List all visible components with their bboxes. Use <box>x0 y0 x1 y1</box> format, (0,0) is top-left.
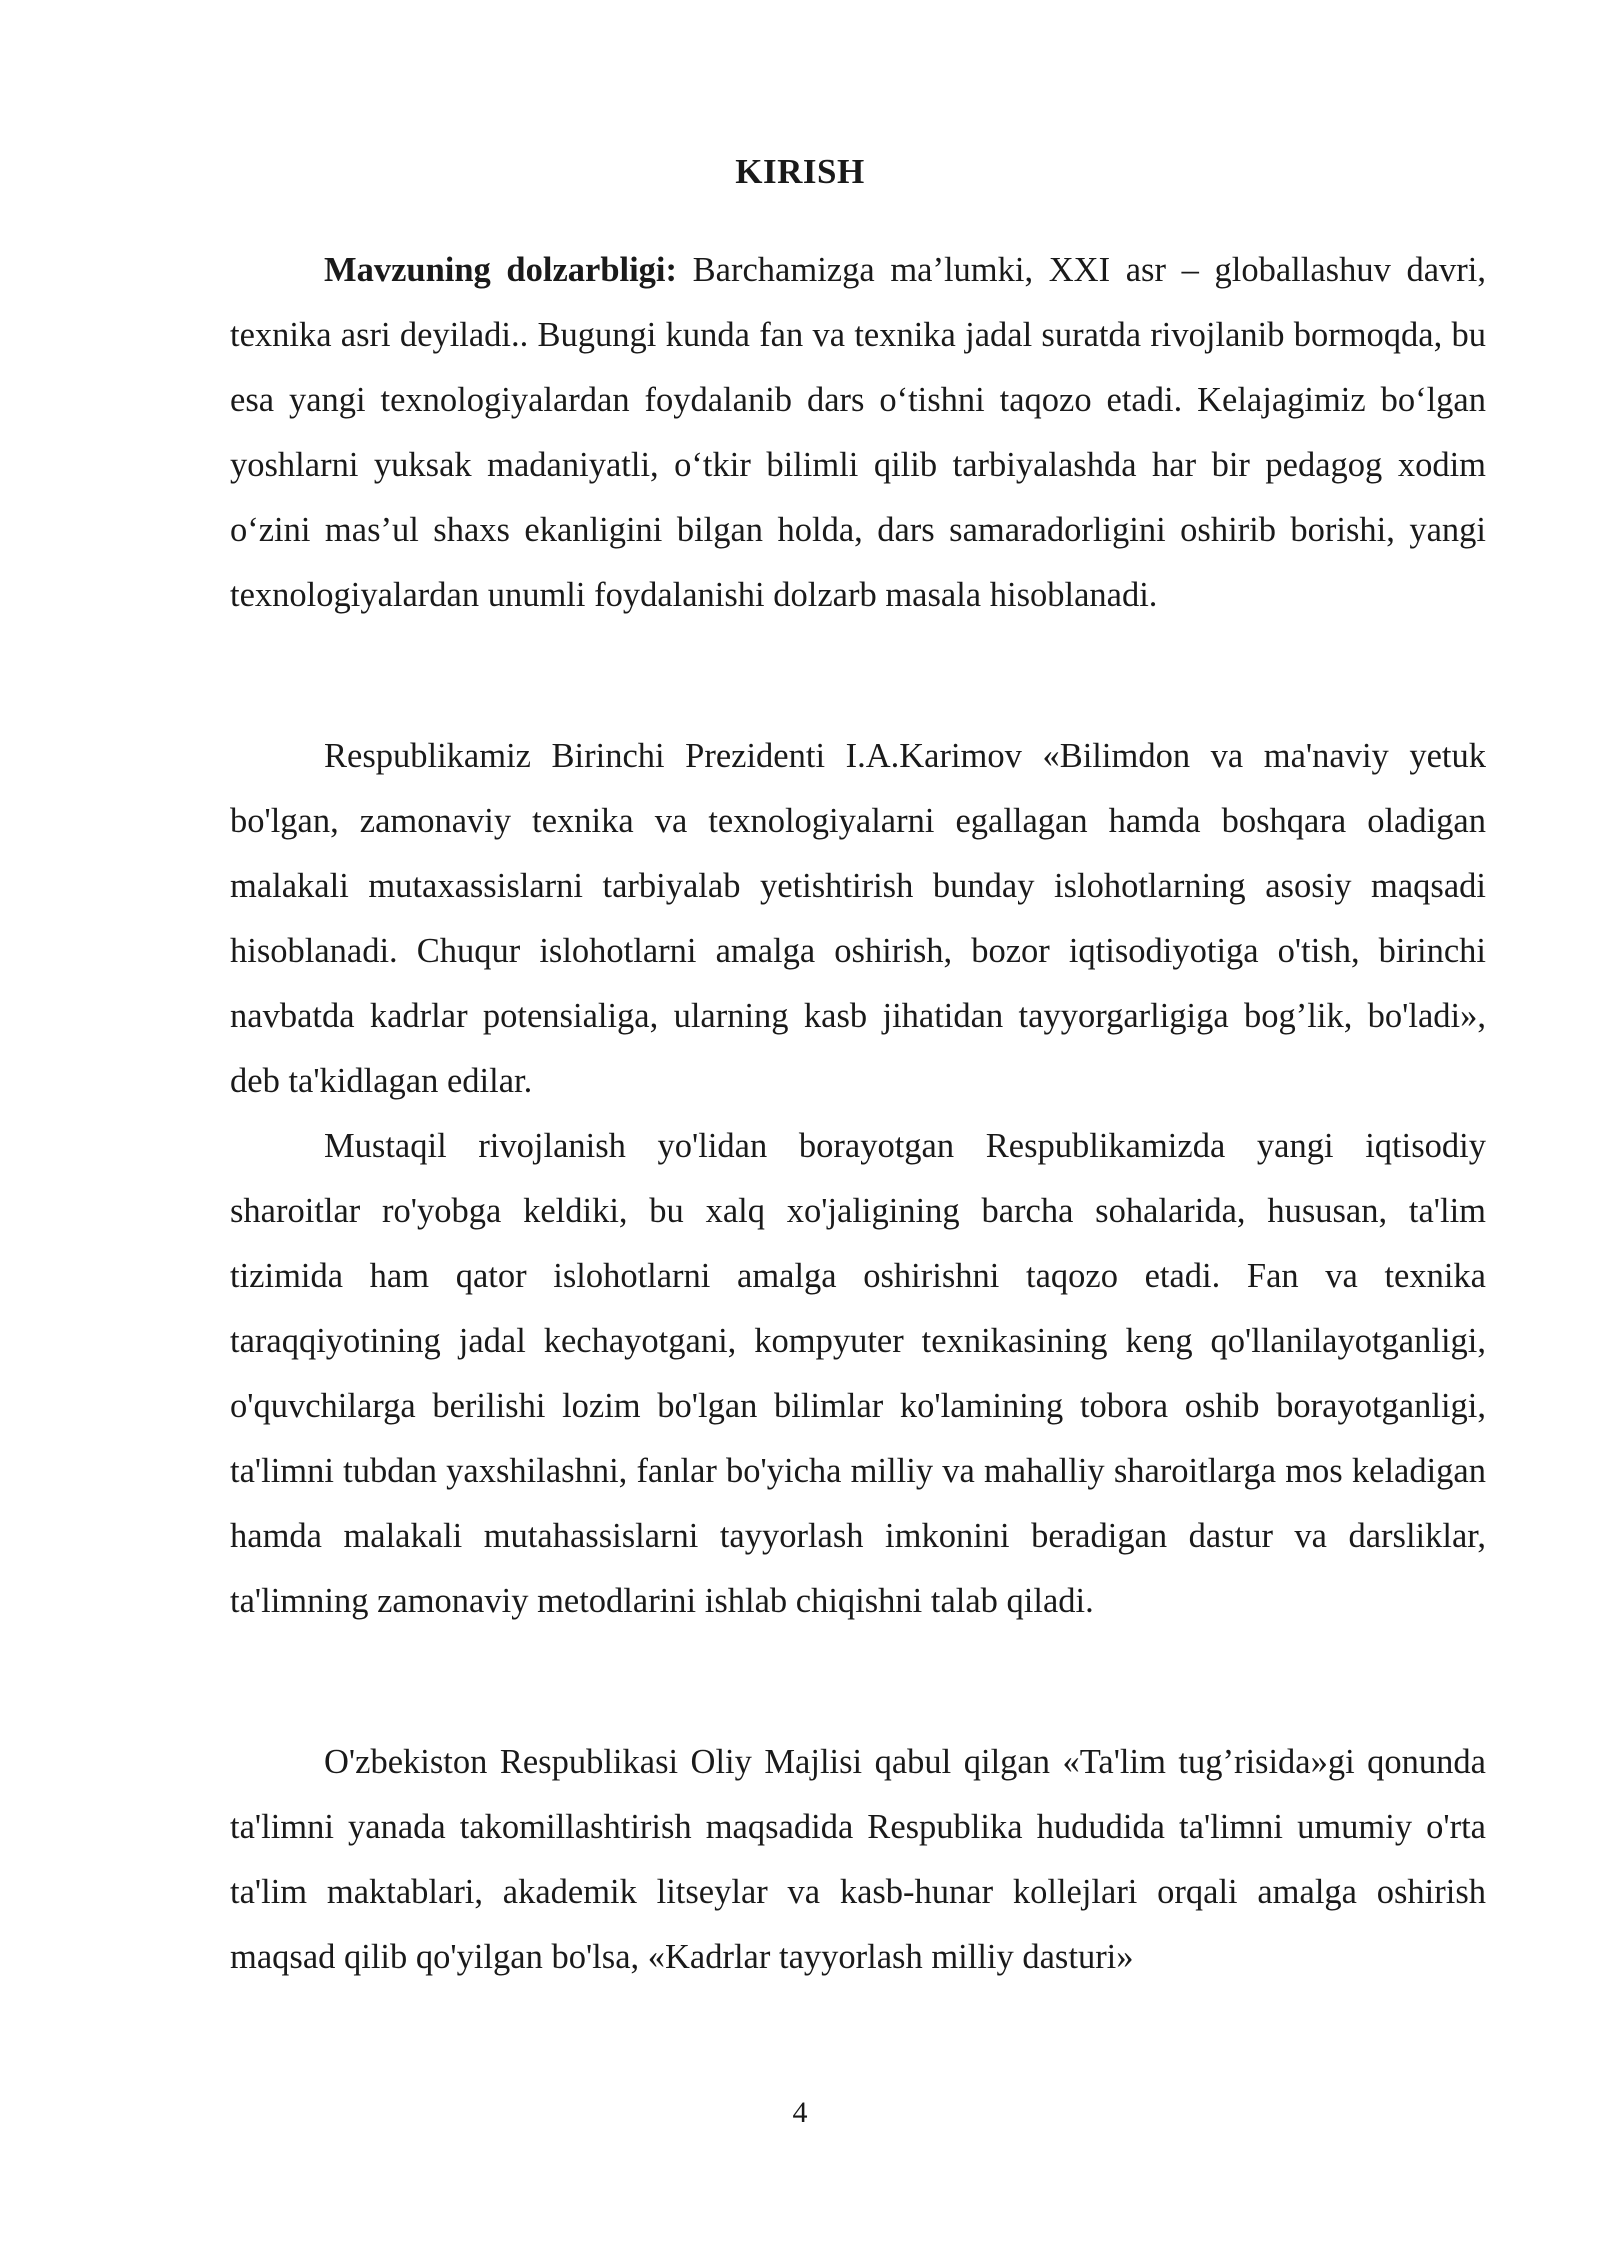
section-title: KIRISH <box>735 152 865 191</box>
paragraph-lead: Mavzuning dolzarbligi: <box>324 251 678 289</box>
page-number: 4 <box>792 2096 808 2129</box>
paragraph-independent-development <box>230 1114 1486 1634</box>
paragraph-3: Mustaqil rivojlanish yo'lidan borayotgan Respublikamizda yangi iqtisodiy sharoitlar ro'yobga keldiki, bu xalq xo'jaligining barcha sohalarida, hususan, ta'lim tizimida ham qator islohotlarni amalga oshirishni taqozo etadi. Fan va texnika taraqqiyotining jadal kechayotgani, kompyuter texnikasining keng qo'llanilayotganligi, o'quvchilarga berilishi lozim bo'lgan bilimlar ko'lamining tobora oshib borayotganligi, ta'limni tubdan yaxshilashni, fanlar bo'yicha milliy va mahalliy sharoitlarga mos keladigan hamda malakali mutahassislarni tayyorlash imkonini beradigan dastur va darsliklar, ta'limning zamonaviy metodlarini ishlab chiqishni talab qiladi. <box>230 1127 1486 1620</box>
paragraph-relevance <box>230 238 1486 628</box>
paragraph-4: O'zbekiston Respublikasi Oliy Majlisi qabul qilgan «Ta'lim tug’risida»gi qonunda ta'limni yanada takomillashtirish maqsadida Respublika hududida ta'limni umumiy o'rta ta'lim maktablari, akademik litseylar va kasb-hunar kollejlari orqali amalga oshirish maqsad qilib qo'yilgan bo'lsa, «Kadrlar tayyorlash milliy dasturi» <box>230 1743 1486 1976</box>
paragraph-president-quote <box>230 724 1486 1114</box>
paragraph-1-text: Barchamizga ma’lumki, XXI asr – globallashuv davri, texnika asri deyiladi.. Bugungi kunda fan va texnika jadal suratda rivojlanib bormoqda, bu esa yangi texnologiyalardan foydalanib dars o‘tishni taqozo etadi. Kelajagimiz bo‘lgan yoshlarni yuksak madaniyatli, o‘tkir bilimli qilib tarbiyalashda har bir pedagog xodim o‘zini mas’ul shaxs ekanligini bilgan holda, dars samaradorligini oshirib borishi, yangi texnologiyalardan unumli foydalanishi dolzarb masala hisoblanadi. <box>230 251 1486 614</box>
paragraph-1 <box>230 238 1486 628</box>
paragraph-education-law <box>230 1730 1486 1990</box>
paragraph-2: Respublikamiz Birinchi Prezidenti I.A.Karimov «Bilimdon va ma'naviy yetuk bo'lgan, zamonaviy texnika va texnologiyalarni egallagan hamda boshqara oladigan malakali mutaxassislarni tarbiyalab yetishtirish bunday islohotlarning asosiy maqsadi hisoblanadi. Chuqur islohotlarni amalga oshirish, bozor iqtisodiyotiga o'tish, birinchi navbatda kadrlar potensialiga, ularning kasb jihatidan tayyorgarligiga bog’lik, bo'ladi», deb ta'kidlagan edilar. <box>230 737 1486 1100</box>
